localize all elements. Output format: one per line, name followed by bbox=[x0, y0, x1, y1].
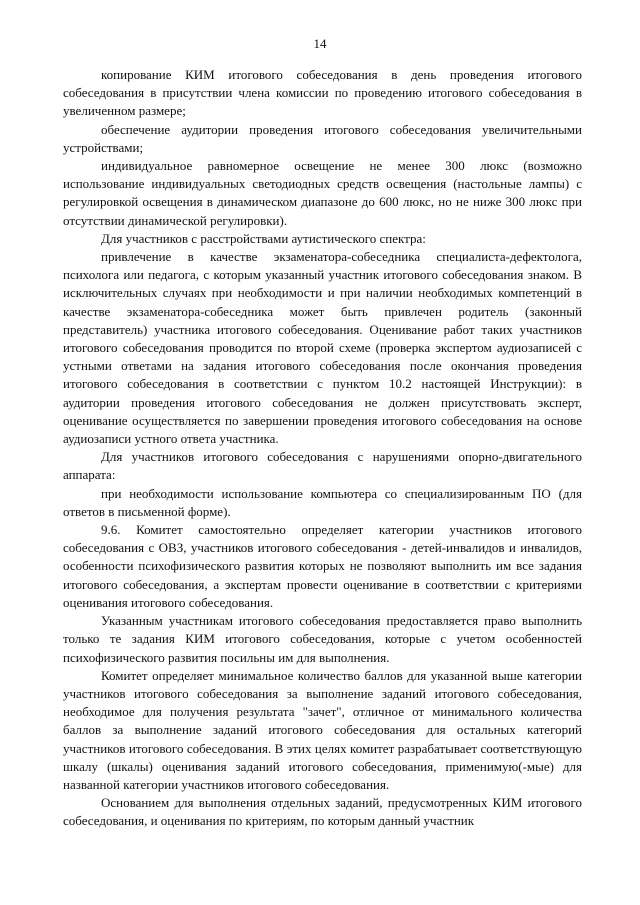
document-body bbox=[63, 66, 582, 831]
paragraph: обеспечение аудитории проведения итогового собеседования увеличительными устройствами; bbox=[63, 121, 582, 155]
paragraph: индивидуальное равномерное освещение не менее 300 люкс (возможно использование индивидуальных светодиодных средств освещения (настольные лампы) с регулировкой освещения в динамическом диапазоне до 600 люкс, но не ниже 300 люкс при отсутствии динамической регулировки). bbox=[63, 158, 582, 228]
page-number: 14 bbox=[313, 36, 327, 51]
paragraph: Основанием для выполнения отдельных заданий, предусмотренных КИМ итогового собеседования, и оценивания по критериям, по которым данный участник bbox=[63, 795, 582, 829]
paragraph: Комитет определяет минимальное количество баллов для указанной выше категории участников итогового собеседования за выполнение заданий итогового собеседования, необходимое для получения результата "зачет", отличное от минимального количества баллов за выполнение заданий итогового собеседования для остальных категорий участников итогового собеседования. В этих целях комитет разрабатывает соответствующую шкалу (шкалы) оценивания заданий итогового собеседования, применимую(-мые) для названной категории участников итогового собеседования. bbox=[63, 667, 582, 792]
paragraph: 9.6. Комитет самостоятельно определяет категории участников итогового собеседования с ОВЗ, участников итогового собеседования - детей-инвалидов и инвалидов, особенности психофизического развития которых не позволяют выполнить им все задания итогового собеседования, а экспертам провести оценивание в соответствии с критериями оценивания итогового собеседования. bbox=[63, 522, 582, 610]
paragraph: привлечение в качестве экзаменатора-собеседника специалиста-дефектолога, психолога или педагога, с которым указанный участник итогового собеседования знаком. В исключительных случаях при необходимости и при наличии необходимых компетенций в качестве экзаменатора-собеседника может быть привлечен родитель (законный представитель) участника итогового собеседования. Оценивание работ таких участников итогового собеседования проводится по второй схеме (проверка экспертом аудиозаписей с устными ответами на задания итогового собеседования после окончания проведения итогового собеседования в соответствии с пунктом 10.2 настоящей Инструкции): в аудитории проведения итогового собеседования не должен присутствовать эксперт, оценивание осуществляется по завершении проведения итогового собеседования на основе аудиозаписи устного ответа участника. bbox=[63, 249, 582, 447]
paragraph: Для участников итогового собеседования с нарушениями опорно-двигательного аппарата: bbox=[63, 449, 582, 483]
paragraph: при необходимости использование компьютера со специализированным ПО (для ответов в письменной форме). bbox=[63, 485, 582, 519]
paragraph: копирование КИМ итогового собеседования в день проведения итогового собеседования в присутствии члена комиссии по проведению итогового собеседования в увеличенном размере; bbox=[63, 67, 582, 119]
paragraph: Указанным участникам итогового собеседования предоставляется право выполнить только те задания КИМ итогового собеседования, которые с учетом особенностей психофизического развития посильны им для выполнения. bbox=[63, 613, 582, 665]
paragraph: Для участников с расстройствами аутистического спектра: bbox=[101, 230, 426, 246]
